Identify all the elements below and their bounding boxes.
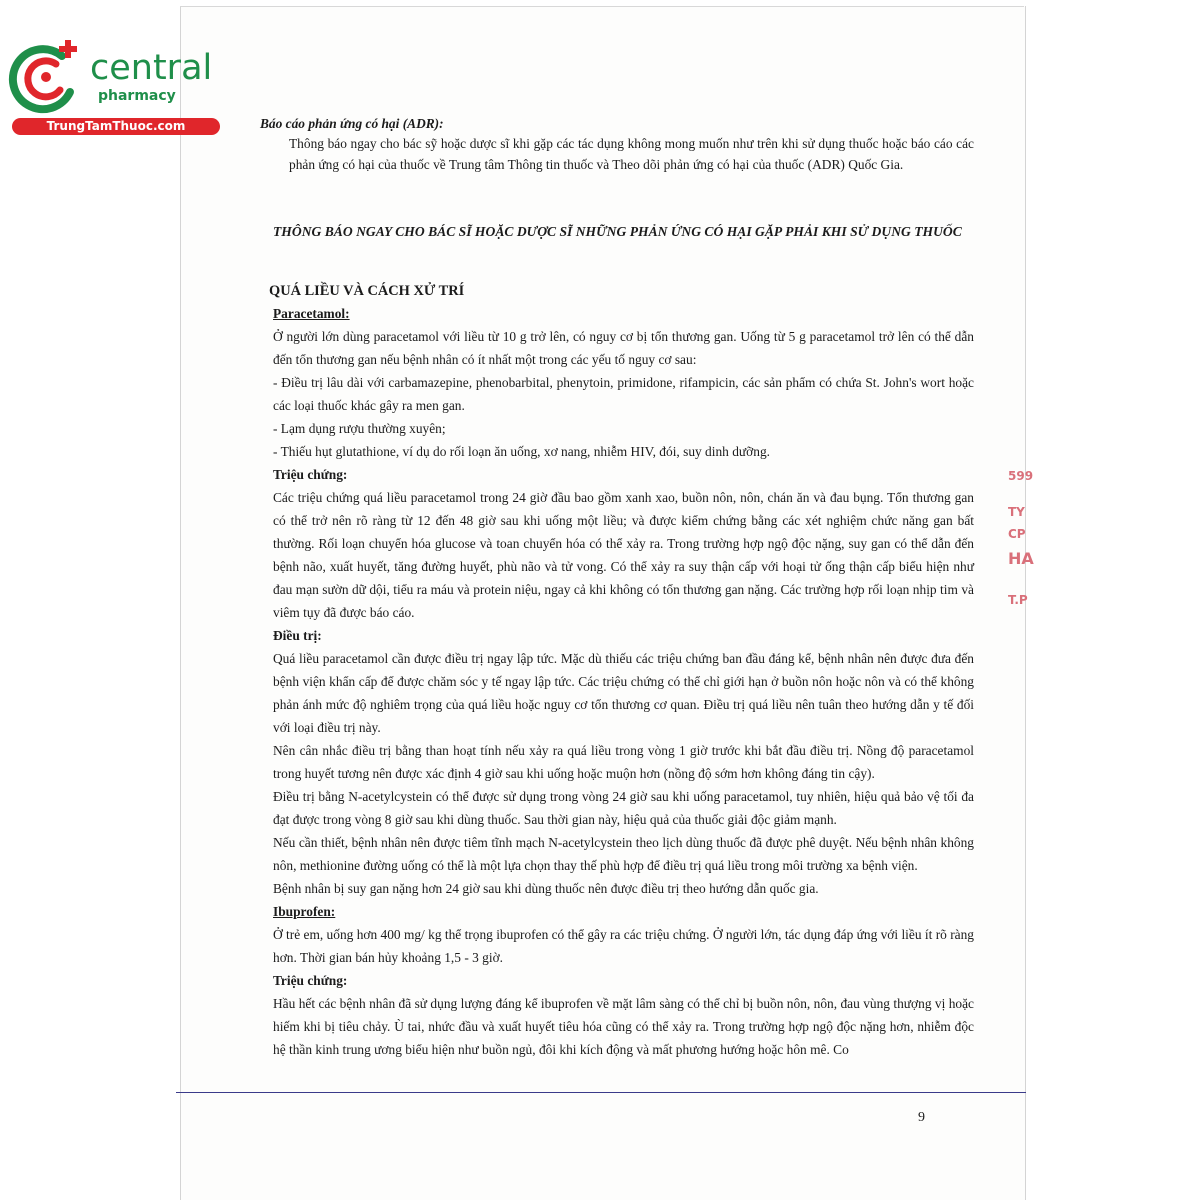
paracetamol-treatment-heading: Điều trị: xyxy=(273,628,322,643)
footer-rule xyxy=(176,1092,1026,1093)
central-pharmacy-logo xyxy=(10,38,220,138)
stamp-fragment: CP xyxy=(1008,527,1026,541)
page-top-edge xyxy=(180,6,1024,7)
stamp-fragment: T.P xyxy=(1008,593,1028,607)
ibuprofen-symptoms-heading: Triệu chứng: xyxy=(273,973,348,988)
logo-mark-icon xyxy=(10,38,90,118)
paracetamol-treatment-3: Điều trị bằng N-acetylcystein có thể được sử dụng trong vòng 24 giờ sau khi uống paracetamol, tuy nhiên, hiệu quả bảo vệ tối đa đạt được trong vòng 8 giờ sau khi dùng thuốc. Sau thời gian này, hiệu quả của thuốc giải độc giảm mạnh. xyxy=(273,789,974,827)
ibuprofen-intro: Ở trẻ em, uống hơn 400 mg/ kg thể trọng ibuprofen có thể gây ra các triệu chứng. Ở người lớn, tác dụng đáp ứng với liều ít rõ ràng hơn. Thời gian bán hủy khoảng 1,5 - 3 giờ. xyxy=(273,927,974,965)
risk-factor-1: - Điều trị lâu dài với carbamazepine, phenobarbital, phenytoin, primidone, rifampicin, các sản phẩm có chứa St. John's wort hoặc các loại thuốc khác gây ra men gan. xyxy=(273,375,974,413)
section-title: QUÁ LIỀU VÀ CÁCH XỬ TRÍ xyxy=(269,283,465,299)
page-number: 9 xyxy=(918,1110,925,1125)
logo-subtitle: pharmacy xyxy=(98,88,176,104)
risk-factor-2: - Lạm dụng rượu thường xuyên; xyxy=(273,421,446,436)
paracetamol-symptoms: Các triệu chứng quá liều paracetamol trong 24 giờ đầu bao gồm xanh xao, buồn nôn, nôn, chán ăn và đau bụng. Tổn thương gan có thể trở nên rõ ràng từ 12 đến 48 giờ sau khi uống một liều; và được kiểm chứng bằng các xét nghiệm chức năng gan bất thường. Rối loạn chuyển hóa glucose và toan chuyển hóa có thể xảy ra. Trong trường hợp ngộ độc nặng, suy gan có thể dẫn đến bệnh não, xuất huyết, tăng đường huyết, phù não và tử vong. Có thể xảy ra suy thận cấp với hoại tử ống thận cấp biểu hiện như đau mạn sườn dữ dội, tiểu ra máu và protein niệu, ngay cả khi không có tổn thương gan nặng. Các trường hợp rối loạn nhịp tim và viêm tụy đã được báo cáo. xyxy=(273,490,974,620)
ibuprofen-symptoms: Hầu hết các bệnh nhân đã sử dụng lượng đáng kể ibuprofen về mặt lâm sàng có thể chỉ bị buồn nôn, nôn, đau vùng thượng vị hoặc hiếm khi bị tiêu chảy. Ù tai, nhức đầu và xuất huyết tiêu hóa cũng có thể xảy ra. Trong trường hợp ngộ độc nặng hơn, nhiễm độc hệ thần kinh trung ương biểu hiện như buồn ngủ, đôi khi kích động và mất phương hướng hoặc hôn mê. Co xyxy=(273,996,974,1057)
paracetamol-treatment-4: Nếu cần thiết, bệnh nhân nên được tiêm tĩnh mạch N-acetylcystein theo lịch dùng thuốc đã được phê duyệt. Nếu bệnh nhân không nôn, methionine đường uống có thể là một lựa chọn thay thế phù hợp để điều trị quá liều trong môi trường xa bệnh viện. xyxy=(273,835,974,873)
overdose-content xyxy=(273,302,974,1061)
paracetamol-symptoms-heading: Triệu chứng: xyxy=(273,467,348,482)
risk-factor-3: - Thiếu hụt glutathione, ví dụ do rối loạn ăn uống, xơ nang, nhiễm HIV, đói, suy dinh dưỡng. xyxy=(273,444,770,459)
paracetamol-treatment-1: Quá liều paracetamol cần được điều trị ngay lập tức. Mặc dù thiếu các triệu chứng ban đầu đáng kể, bệnh nhân nên được đưa đến bệnh viện khẩn cấp để được chăm sóc y tế ngay lập tức. Các triệu chứng có thể chỉ giới hạn ở buồn nôn hoặc nôn và có thể không phản ánh mức độ nghiêm trọng của quá liều hoặc nguy cơ tổn thương cơ quan. Điều trị quá liều nên tuân theo hướng dẫn y tế đối với loại điều trị này. xyxy=(273,651,974,735)
ibuprofen-heading: Ibuprofen: xyxy=(273,904,336,919)
paracetamol-heading: Paracetamol: xyxy=(273,306,350,321)
warning-notice: THÔNG BÁO NGAY CHO BÁC SĨ HOẶC DƯỢC SĨ NHỮNG PHẢN ỨNG CÓ HẠI GẶP PHẢI KHI SỬ DỤNG THUỐC xyxy=(273,224,962,239)
logo-wordmark: central xyxy=(90,48,213,88)
company-stamp xyxy=(1002,455,1034,635)
stamp-fragment: 599 xyxy=(1008,469,1034,483)
paracetamol-intro: Ở người lớn dùng paracetamol với liều từ 10 g trở lên, có nguy cơ bị tổn thương gan. Uống từ 5 g paracetamol trở lên có thể dẫn đến tổn thương gan nếu bệnh nhân có ít nhất một trong các yếu tố nguy cơ sau: xyxy=(273,329,974,367)
adr-body: Thông báo ngay cho bác sỹ hoặc dược sĩ khi gặp các tác dụng không mong muốn như trên khi sử dụng thuốc hoặc báo cáo các phản ứng có hại của thuốc về Trung tâm Thông tin thuốc và Theo dõi phản ứng có hại của thuốc (ADR) Quốc Gia. xyxy=(289,136,974,172)
adr-title: Báo cáo phản ứng có hại (ADR): xyxy=(260,116,444,131)
paracetamol-treatment-5: Bệnh nhân bị suy gan nặng hơn 24 giờ sau khi dùng thuốc nên được điều trị theo hướng dẫn quốc gia. xyxy=(273,881,819,896)
paracetamol-treatment-2: Nên cân nhắc điều trị bằng than hoạt tính nếu xảy ra quá liều trong vòng 1 giờ trước khi bắt đầu điều trị. Nồng độ paracetamol trong huyết tương nên được xác định 4 giờ sau khi uống hoặc muộn hơn (nồng độ sớm hơn không đáng tin cậy). xyxy=(273,743,974,781)
logo-url-band: TrungTamThuoc.com xyxy=(12,118,220,135)
stamp-fragment: HA xyxy=(1008,549,1034,568)
stamp-fragment: TY xyxy=(1008,505,1025,519)
